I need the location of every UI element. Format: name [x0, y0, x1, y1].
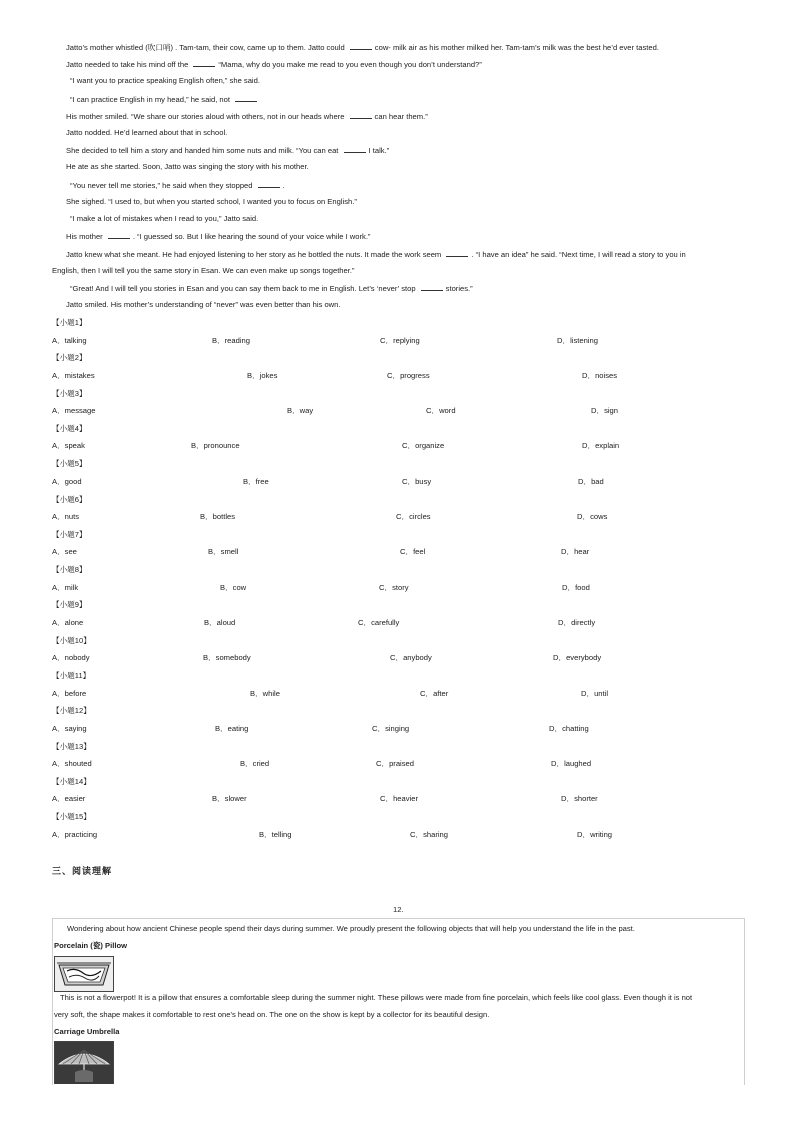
- answer-option[interactable]: D．until: [581, 688, 609, 698]
- passage-text: Jatto nodded. He’d learned about that in school.: [66, 128, 228, 137]
- answer-option[interactable]: D．sign: [591, 406, 619, 416]
- question-label: 【小题8】: [52, 565, 87, 575]
- pillow-illustration: [55, 957, 113, 991]
- passage-line: [66, 162, 309, 172]
- passage-line: [66, 300, 341, 310]
- answer-option[interactable]: D．laughed: [551, 759, 592, 769]
- passage-text: His mother: [66, 232, 105, 241]
- answer-option[interactable]: C．busy: [402, 476, 432, 486]
- answer-option[interactable]: A．practicing: [52, 829, 98, 839]
- passage-text: English, then I will tell you the same story in Esan. We can even make up songs together.”: [52, 266, 355, 275]
- section-title: 三、阅读理解: [52, 866, 113, 876]
- passage-text: “Great! And I will tell you stories in Esan and you can say them back to me in English. Let’s ‘never’ stop: [70, 284, 418, 293]
- question-label: 【小题5】: [52, 459, 87, 469]
- blank-line: [344, 145, 366, 153]
- pillow-text-line2: very soft, the shape makes it comfortable to rest one’s head on. The one on the show is kept by a collector for its beautiful design.: [54, 1010, 490, 1019]
- answer-option[interactable]: A．mistakes: [52, 370, 95, 380]
- pillow-text-line1: This is not a flowerpot! It is a pillow that ensures a comfortable sleep during the summer night. These pillows were made from fine porcelain, which feels like cool glass. Even though it is not: [60, 993, 693, 1002]
- answer-option[interactable]: A．see: [52, 547, 77, 557]
- reading-box: [52, 918, 745, 1085]
- answer-option[interactable]: A．easier: [52, 794, 86, 804]
- answer-option[interactable]: C．carefully: [358, 617, 400, 627]
- passage-text: She decided to tell him a story and handed him some nuts and milk. “You can eat: [66, 146, 341, 155]
- answer-option[interactable]: C．story: [379, 582, 409, 592]
- answer-option[interactable]: D．cows: [577, 512, 608, 521]
- answer-option[interactable]: D．noises: [582, 370, 618, 380]
- question-label: 【小题13】: [52, 741, 91, 751]
- answer-option[interactable]: D．directly: [558, 617, 596, 627]
- question-number: 12.: [393, 905, 404, 914]
- answer-option[interactable]: C．singing: [372, 723, 410, 733]
- passage-line: [70, 94, 260, 105]
- question-label: 【小题15】: [52, 812, 91, 822]
- passage-line: [66, 111, 428, 122]
- blank-line: [193, 59, 215, 67]
- passage-text: .: [282, 181, 285, 190]
- answer-option[interactable]: B．while: [250, 688, 280, 698]
- passage-line: [70, 214, 258, 224]
- answer-option[interactable]: B．reading: [212, 335, 250, 345]
- passage-line: [52, 266, 355, 276]
- answer-option[interactable]: D．hear: [561, 547, 590, 557]
- answer-option[interactable]: C．after: [420, 688, 449, 698]
- answer-option[interactable]: D．writing: [577, 829, 613, 839]
- question-label: 【小题3】: [52, 388, 87, 398]
- passage-text: She sighed. “I used to, but when you started school, I wanted you to focus on English.”: [66, 197, 357, 206]
- answer-option[interactable]: C．heavier: [380, 794, 418, 804]
- answer-option[interactable]: A．message: [52, 406, 96, 416]
- answer-option[interactable]: D．shorter: [561, 794, 598, 804]
- answer-option[interactable]: A．nobody: [52, 653, 90, 663]
- passage-text: “You never tell me stories,” he said when they stopped: [70, 181, 255, 190]
- passage-line: [66, 128, 227, 138]
- umbrella-illustration: [55, 1042, 113, 1084]
- answer-option[interactable]: C．anybody: [390, 653, 432, 663]
- answer-option[interactable]: B．telling: [259, 829, 292, 839]
- question-label: 【小题1】: [52, 318, 87, 327]
- answer-option[interactable]: D．chatting: [549, 723, 589, 733]
- passage-line: [66, 59, 482, 70]
- question-label: 【小题7】: [52, 529, 87, 539]
- answer-option[interactable]: B．somebody: [203, 653, 251, 663]
- blank-line: [446, 249, 468, 257]
- answer-option[interactable]: A．shouted: [52, 759, 92, 769]
- answer-option[interactable]: C．circles: [396, 512, 431, 521]
- answer-option[interactable]: B．slower: [212, 794, 247, 804]
- answer-option[interactable]: C．replying: [380, 335, 420, 345]
- passage-line: [66, 231, 370, 242]
- question-label: 【小题14】: [52, 776, 91, 786]
- question-label: 【小题2】: [52, 353, 87, 363]
- item-title-pillow: Porcelain (瓷) Pillow: [54, 941, 127, 950]
- passage-line: [70, 180, 285, 191]
- passage-text: Jatto smiled. His mother’s understanding of “never” was even better than his own.: [66, 300, 341, 309]
- passage-text: . “I have an idea” he said. “Next time, I will read a story to you in: [471, 250, 686, 259]
- question-label: 【小题9】: [52, 600, 87, 610]
- question-label: 【小题11】: [52, 671, 91, 680]
- passage-text: Jatto’s mother whistled (吹口哨) . Tam-tam, their cow, came up to them. Jatto could: [66, 43, 347, 52]
- answer-option[interactable]: B．eating: [215, 723, 249, 733]
- answer-option[interactable]: B．smell: [208, 547, 239, 557]
- answer-option[interactable]: A．talking: [52, 335, 87, 345]
- answer-option[interactable]: C．feel: [400, 547, 426, 557]
- answer-option[interactable]: B．free: [243, 476, 269, 486]
- answer-option[interactable]: C．progress: [387, 370, 430, 380]
- answer-option[interactable]: A．alone: [52, 617, 84, 627]
- passage-line: [66, 42, 659, 53]
- answer-option[interactable]: D．food: [562, 582, 590, 592]
- question-label: 【小题6】: [52, 494, 87, 504]
- answer-option[interactable]: D．explain: [582, 441, 620, 451]
- answer-option[interactable]: C．sharing: [410, 829, 448, 839]
- passage-line: [66, 145, 389, 156]
- answer-option[interactable]: D．everybody: [553, 653, 602, 663]
- passage-text: “I can practice English in my head,” he said, not: [70, 95, 233, 104]
- blank-line: [421, 283, 443, 291]
- passage-text: I talk.”: [368, 146, 390, 155]
- blank-line: [258, 180, 280, 188]
- pillow-image: [54, 956, 114, 992]
- passage-text: . “I guessed so. But I like hearing the sound of your voice while I work.”: [132, 232, 371, 241]
- passage-text: can hear them.”: [374, 112, 428, 121]
- item-title-umbrella: Carriage Umbrella: [54, 1027, 120, 1036]
- passage-text: Jatto needed to take his mind off the: [66, 60, 191, 69]
- answer-option[interactable]: A．good: [52, 476, 82, 486]
- passage-text: “I want you to practice speaking English often,” she said.: [70, 76, 260, 85]
- answer-option[interactable]: B．bottles: [200, 512, 236, 521]
- answer-option[interactable]: B．cow: [220, 582, 247, 592]
- passage-text: His mother smiled. “We share our stories aloud with others, not in our heads where: [66, 112, 347, 121]
- passage-text: “Mama, why do you make me read to you even though you don’t understand?”: [218, 60, 482, 69]
- answer-option[interactable]: B．pronounce: [191, 441, 240, 451]
- answer-option[interactable]: D．bad: [578, 476, 604, 486]
- question-label: 【小题10】: [52, 635, 91, 645]
- answer-option[interactable]: C．praised: [376, 759, 414, 769]
- passage-text: cow- milk air as his mother milked her. Tam-tam’s milk was the best he’d ever tasted.: [374, 43, 659, 52]
- passage-text: He ate as she started. Soon, Jatto was singing the story with his mother.: [66, 162, 309, 171]
- answer-option[interactable]: A．speak: [52, 441, 85, 451]
- answer-option[interactable]: A．saying: [52, 723, 87, 733]
- blank-line: [108, 231, 130, 239]
- passage-text: Jatto knew what she meant. He had enjoyed listening to her story as he bottled the nuts. It made the work seem: [66, 250, 444, 259]
- answer-option[interactable]: B．cried: [240, 759, 270, 769]
- answer-option[interactable]: B．aloud: [204, 617, 236, 627]
- answer-option[interactable]: A．before: [52, 688, 87, 698]
- blank-line: [235, 94, 257, 102]
- answer-option[interactable]: D．listening: [557, 335, 598, 345]
- umbrella-image: [54, 1041, 114, 1084]
- question-label: 【小题4】: [52, 423, 87, 433]
- blank-line: [350, 42, 372, 50]
- passage-text: “I make a lot of mistakes when I read to you,” Jatto said.: [70, 214, 259, 223]
- answer-option[interactable]: A．nuts: [52, 512, 80, 521]
- passage-line: [70, 76, 260, 86]
- passage-line: [66, 197, 357, 207]
- answer-option[interactable]: C．organize: [402, 441, 445, 451]
- answer-option[interactable]: C．word: [426, 406, 456, 416]
- question-label: 【小题12】: [52, 706, 91, 716]
- answer-option[interactable]: B．way: [287, 406, 314, 416]
- passage-text: stories.”: [445, 284, 473, 293]
- reading-intro: Wondering about how ancient Chinese people spend their days during summer. We proudly present the following objects that will help you understand the life in the past.: [67, 924, 635, 933]
- passage-line: [70, 283, 473, 294]
- blank-line: [350, 111, 372, 119]
- answer-option[interactable]: A．milk: [52, 582, 79, 592]
- answer-option[interactable]: B．jokes: [247, 370, 278, 380]
- passage-line: [66, 249, 686, 260]
